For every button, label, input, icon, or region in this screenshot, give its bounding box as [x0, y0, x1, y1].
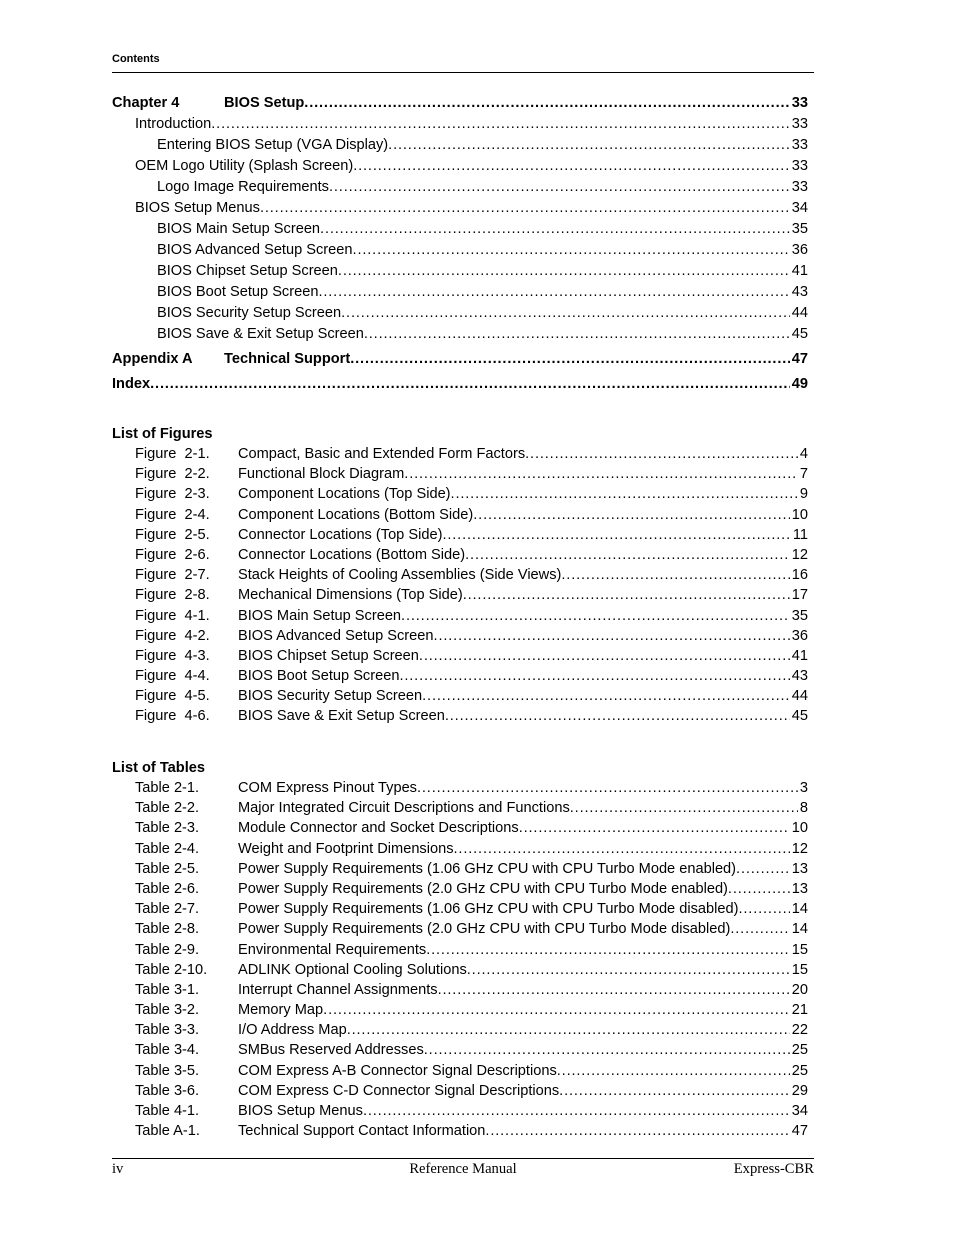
table-entry-label: COM Express A-B Connector Signal Descriptions [238, 1062, 557, 1079]
table-entry[interactable] [112, 1020, 808, 1040]
dot-leader [451, 484, 798, 504]
dot-leader [561, 565, 789, 585]
page-number: 34 [791, 1103, 808, 1119]
figure-entry-label: Functional Block Diagram [238, 466, 405, 483]
dot-leader [736, 859, 790, 879]
toc-entry[interactable] [112, 135, 808, 156]
page-number: 47 [791, 1123, 808, 1140]
dot-leader [454, 839, 790, 859]
dot-leader [417, 778, 798, 798]
dot-leader [341, 303, 790, 324]
page-number: 43 [791, 284, 808, 300]
table-entry-label: Memory Map [238, 1002, 324, 1019]
dot-leader [473, 505, 790, 525]
table-entry[interactable] [112, 1081, 808, 1101]
page-header [112, 53, 814, 73]
page-number: 36 [791, 242, 808, 258]
page-number: 12 [791, 546, 808, 563]
dot-leader [363, 1101, 790, 1121]
figure-entry-label: Component Locations (Bottom Side) [238, 506, 474, 523]
dot-leader [463, 585, 790, 605]
dot-leader [557, 1061, 790, 1081]
page-number: 43 [791, 668, 808, 685]
table-entry[interactable] [112, 879, 808, 899]
figure-entry[interactable] [112, 686, 808, 706]
page-number: 44 [791, 305, 808, 321]
toc-entry[interactable] [112, 282, 808, 303]
figure-entry-ref: Figure 2-8. [135, 587, 210, 604]
figure-entry[interactable] [112, 505, 808, 525]
dot-leader [559, 1081, 790, 1101]
table-entry-label: Environmental Requirements [238, 941, 427, 958]
page-number: 4 [799, 446, 808, 462]
toc-entry-label: BIOS Setup Menus [135, 200, 260, 216]
figure-entry-ref: Figure 2-3. [135, 486, 210, 503]
table-entry-ref: Table 2-1. [135, 780, 200, 796]
figure-entry-ref: Figure 4-5. [135, 688, 210, 705]
table-entry-label: Major Integrated Circuit Descriptions and Functions [238, 800, 570, 817]
table-entry-label: Power Supply Requirements (2.0 GHz CPU with CPU Turbo Mode enabled) [238, 880, 728, 897]
dot-leader [445, 706, 790, 726]
table-entry[interactable] [112, 1101, 808, 1121]
table-entry-ref: Table 3-3. [135, 1022, 200, 1039]
dot-leader [485, 1121, 789, 1141]
table-entry-label: COM Express Pinout Types [238, 780, 417, 796]
toc-entry-label: Logo Image Requirements [157, 179, 329, 195]
page-number: 33 [791, 95, 808, 111]
list-of-figures [112, 424, 808, 727]
tables-heading: List of Tables [112, 760, 205, 776]
figure-entry-ref: Figure 2-7. [135, 567, 210, 584]
toc-entry[interactable] [112, 177, 808, 198]
table-entry-label: Interrupt Channel Assignments [238, 981, 438, 998]
table-entry[interactable] [112, 1040, 808, 1060]
table-entry-ref: Table 2-7. [135, 901, 200, 918]
footer-product-name: Express-CBR [733, 1161, 814, 1177]
figure-entry-label: Compact, Basic and Extended Form Factors [238, 446, 526, 462]
table-entry-ref: Table A-1. [135, 1123, 200, 1140]
table-entry-ref: Table 2-6. [135, 880, 200, 897]
chapter-title: BIOS Setup [224, 95, 305, 111]
table-entry-ref: Table 2-5. [135, 860, 200, 877]
table-entry[interactable] [112, 1061, 808, 1081]
figure-entry[interactable] [112, 444, 808, 464]
figure-entry-ref: Figure 4-3. [135, 647, 210, 664]
page-number: 8 [799, 800, 808, 817]
page-number: 25 [791, 1062, 808, 1079]
toc-entry[interactable] [112, 198, 808, 219]
dot-leader [323, 1000, 790, 1020]
figure-entry[interactable] [112, 706, 808, 726]
toc-entry[interactable] [112, 156, 808, 177]
figure-entry[interactable] [112, 666, 808, 686]
toc-entry[interactable] [112, 114, 808, 135]
toc-entry-label: OEM Logo Utility (Splash Screen) [135, 158, 354, 174]
table-entry-label: Weight and Footprint Dimensions [238, 840, 454, 857]
figure-entry-label: BIOS Boot Setup Screen [238, 668, 400, 685]
page-number: 13 [791, 860, 808, 877]
figure-entry-ref: Figure 2-6. [135, 546, 210, 563]
table-entry-label: BIOS Setup Menus [238, 1103, 363, 1119]
chapter-number: Chapter 4 [112, 95, 180, 111]
page-number: 47 [791, 351, 808, 367]
figure-entry-label: Stack Heights of Cooling Assemblies (Side Views) [238, 567, 562, 584]
toc-entry[interactable] [112, 240, 808, 261]
page-number: 11 [792, 526, 808, 543]
page-number: 14 [791, 901, 808, 918]
dot-leader [329, 177, 790, 198]
figure-entry[interactable] [112, 525, 808, 545]
dot-leader [347, 1020, 790, 1040]
list-of-tables [112, 758, 808, 1141]
figure-entry[interactable] [112, 646, 808, 666]
dot-leader [570, 798, 798, 818]
page-number: 15 [791, 941, 808, 958]
page-number: 3 [799, 780, 808, 796]
appendix-title: Technical Support [224, 351, 351, 367]
page-number: 10 [791, 820, 808, 837]
page-footer [112, 1158, 814, 1179]
footer-page-number: iv [112, 1161, 124, 1177]
table-entry-ref: Table 3-1. [135, 981, 200, 998]
figure-entry-ref: Figure 2-5. [135, 526, 210, 543]
dot-leader [338, 261, 790, 282]
dot-leader [519, 818, 790, 838]
table-entry-label: SMBus Reserved Addresses [238, 1042, 424, 1059]
page-number: 22 [791, 1022, 808, 1039]
table-entry-label: Power Supply Requirements (2.0 GHz CPU with CPU Turbo Mode disabled) [238, 921, 731, 938]
table-entry-label: I/O Address Map [238, 1022, 347, 1039]
page-number: 35 [791, 221, 808, 237]
dot-leader [211, 114, 790, 135]
dot-leader [318, 282, 789, 303]
table-entry[interactable] [112, 1121, 808, 1141]
figure-entry-label: BIOS Main Setup Screen [238, 607, 402, 624]
table-entry[interactable] [112, 940, 808, 960]
table-entry-ref: Table 2-9. [135, 941, 200, 958]
figure-entry-label: BIOS Save & Exit Setup Screen [238, 708, 445, 725]
page-number: 12 [791, 840, 808, 857]
page-number: 33 [791, 179, 808, 195]
dot-leader [388, 135, 790, 156]
page-number: 45 [791, 708, 808, 725]
table-entry[interactable] [112, 899, 808, 919]
dot-leader [465, 545, 790, 565]
page-number: 36 [791, 627, 808, 644]
toc-entry[interactable] [112, 219, 808, 240]
page-number: 33 [791, 116, 808, 132]
table-entry-label: COM Express C-D Connector Signal Descriptions [238, 1082, 560, 1099]
header-title: Contents [112, 53, 160, 65]
figure-entry-label: BIOS Chipset Setup Screen [238, 647, 419, 664]
page-number: 16 [791, 567, 808, 584]
figure-entry[interactable] [112, 606, 808, 626]
figure-entry[interactable] [112, 484, 808, 504]
table-entry-label: Power Supply Requirements (1.06 GHz CPU with CPU Turbo Mode enabled) [238, 860, 737, 877]
table-entry-ref: Table 3-6. [135, 1082, 200, 1099]
dot-leader [438, 980, 790, 1000]
footer-document-title: Reference Manual [409, 1161, 517, 1177]
toc-chapter-4[interactable] [112, 93, 808, 114]
page-number: 20 [791, 981, 808, 998]
table-of-contents [112, 93, 808, 395]
index-title: Index [112, 376, 151, 392]
dot-leader [424, 1040, 790, 1060]
dot-leader [401, 606, 790, 626]
page-number: 29 [791, 1082, 808, 1099]
table-entry-ref: Table 2-8. [135, 921, 200, 938]
page-number: 25 [791, 1042, 808, 1059]
table-entry[interactable] [112, 980, 808, 1000]
page-number: 45 [791, 326, 808, 342]
table-entry-label: Technical Support Contact Information [238, 1123, 486, 1140]
page-number: 33 [791, 137, 808, 153]
page-number: 35 [791, 607, 808, 624]
figure-entry-ref: Figure 4-4. [135, 668, 210, 685]
page-number: 15 [791, 961, 808, 978]
page-number: 41 [791, 263, 808, 279]
page-number: 44 [791, 688, 808, 705]
toc-index[interactable] [112, 374, 808, 395]
table-entry-ref: Table 3-2. [135, 1002, 200, 1019]
page-number: 10 [791, 506, 808, 523]
figure-entry[interactable] [112, 585, 808, 605]
page-number: 14 [791, 921, 808, 938]
table-entry-ref: Table 3-4. [135, 1042, 200, 1059]
figure-entry-ref: Figure 4-6. [135, 708, 210, 725]
figure-entry[interactable] [112, 626, 808, 646]
figures-heading: List of Figures [112, 426, 213, 442]
figure-entry[interactable] [112, 545, 808, 565]
toc-entry-label: BIOS Save & Exit Setup Screen [157, 326, 364, 342]
dot-leader [434, 626, 790, 646]
figure-entry[interactable] [112, 565, 808, 585]
toc-appendix-a[interactable] [112, 349, 808, 370]
page-number: 34 [791, 200, 808, 216]
dot-leader [525, 444, 798, 464]
figure-entry-ref: Figure 2-1. [135, 446, 210, 462]
table-entry[interactable] [112, 839, 808, 859]
dot-leader [399, 666, 789, 686]
figure-entry-ref: Figure 2-4. [135, 506, 210, 523]
figure-entry[interactable] [112, 464, 808, 484]
table-entry[interactable] [112, 960, 808, 980]
table-entry[interactable] [112, 859, 808, 879]
dot-leader [730, 919, 789, 939]
dot-leader [728, 879, 790, 899]
dot-leader [404, 464, 798, 484]
toc-entry[interactable] [112, 324, 808, 345]
table-entry-label: Power Supply Requirements (1.06 GHz CPU with CPU Turbo Mode disabled) [238, 901, 739, 918]
toc-entry-label: BIOS Main Setup Screen [157, 221, 321, 237]
dot-leader [350, 349, 790, 370]
table-entry-ref: Table 2-10. [135, 961, 208, 978]
figure-entry-label: BIOS Advanced Setup Screen [238, 627, 434, 644]
appendix-number: Appendix A [112, 351, 193, 367]
dot-leader [260, 198, 790, 219]
dot-leader [419, 646, 790, 666]
page-number: 41 [791, 647, 808, 664]
toc-entry-label: BIOS Security Setup Screen [157, 305, 342, 321]
page-number: 9 [799, 486, 808, 503]
table-entry-ref: Table 2-2. [135, 800, 200, 817]
table-entry[interactable] [112, 818, 808, 838]
figure-entry-ref: Figure 4-1. [135, 607, 210, 624]
figure-entry-label: BIOS Security Setup Screen [238, 688, 423, 705]
table-entry[interactable] [112, 1000, 808, 1020]
toc-entry-label: BIOS Advanced Setup Screen [157, 242, 353, 258]
page-number: 21 [791, 1002, 808, 1019]
page-number: 49 [791, 376, 808, 392]
table-entry-ref: Table 2-3. [135, 820, 200, 837]
dot-leader [353, 240, 790, 261]
toc-entry-label: Introduction [135, 116, 212, 132]
table-entry-ref: Table 3-5. [135, 1062, 200, 1079]
page-number: 7 [799, 466, 808, 483]
dot-leader [422, 686, 790, 706]
dot-leader [738, 899, 789, 919]
table-entry-label: Module Connector and Socket Descriptions [238, 820, 519, 837]
figure-entry-label: Connector Locations (Top Side) [238, 526, 443, 543]
dot-leader [467, 960, 790, 980]
toc-entry[interactable] [112, 303, 808, 324]
dot-leader [150, 374, 790, 395]
page-number: 17 [791, 587, 808, 604]
page-number: 33 [791, 158, 808, 174]
figure-entry-label: Mechanical Dimensions (Top Side) [238, 587, 463, 604]
figure-entry-ref: Figure 4-2. [135, 627, 210, 644]
toc-entry-label: Entering BIOS Setup (VGA Display) [157, 137, 389, 153]
toc-entry-label: BIOS Boot Setup Screen [157, 284, 319, 300]
page-number: 13 [791, 880, 808, 897]
table-entry-label: ADLINK Optional Cooling Solutions [238, 961, 467, 978]
table-entry-ref: Table 4-1. [135, 1103, 200, 1119]
figure-entry-label: Connector Locations (Bottom Side) [238, 546, 466, 563]
dot-leader [442, 525, 790, 545]
dot-leader [304, 93, 789, 114]
figure-entry-ref: Figure 2-2. [135, 466, 210, 483]
dot-leader [364, 324, 790, 345]
figure-entry-label: Component Locations (Top Side) [238, 486, 451, 503]
table-entry-ref: Table 2-4. [135, 840, 200, 857]
table-entry[interactable] [112, 798, 808, 818]
dot-leader [426, 940, 790, 960]
dot-leader [353, 156, 790, 177]
table-entry[interactable] [112, 778, 808, 798]
table-entry[interactable] [112, 919, 808, 939]
toc-entry[interactable] [112, 261, 808, 282]
toc-entry-label: BIOS Chipset Setup Screen [157, 263, 338, 279]
dot-leader [320, 219, 790, 240]
